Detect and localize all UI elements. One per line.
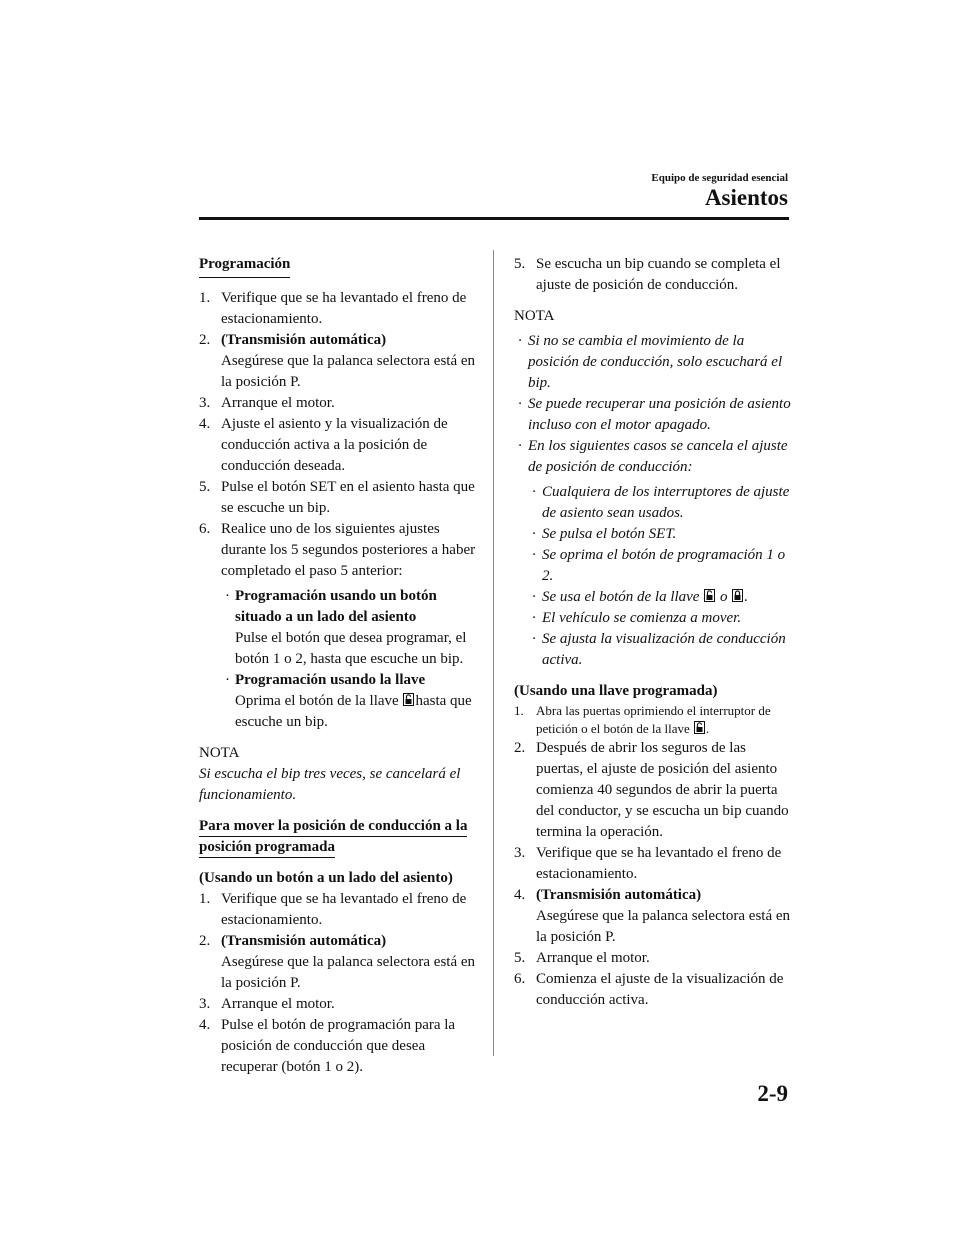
step-number: 3. [514,845,526,861]
lock-icon [732,589,743,602]
step-number: 1. [514,703,524,718]
bullet-icon: · [225,672,230,688]
right-column [514,254,794,1011]
list-item [199,519,479,733]
step-number: 6. [199,521,211,537]
list-item [221,586,479,670]
step-heading: (Transmisión automática) [221,332,387,348]
list-item [199,393,479,414]
list-item [514,948,794,969]
bullet-icon: · [532,526,536,542]
list-item [199,931,479,994]
note-text: Se puede recuperar una posición de asiento incluso con el motor apagado. [528,396,791,433]
cancel-cases [528,482,794,671]
section-title-move: Para mover la posición de conducción a la posición programada [199,818,467,858]
bullet-icon: · [532,547,536,563]
list-item [528,608,794,629]
unlock-icon [403,693,414,706]
note-text: Si escucha el bip tres veces, se cancelará el funcionamiento. [199,766,461,803]
step-text: Pulse el botón de programación para la posición de conducción que desea recuperar (botón 1 o 2). [221,1017,456,1075]
case-text: El vehículo se comienza a mover. [542,610,742,626]
list-item [514,394,794,436]
step-text: Asegúrese que la palanca selectora está en la posición P. [221,353,476,390]
list-item [221,670,479,733]
step-text: Arranque el motor. [221,996,335,1012]
list-item [514,885,794,948]
list-item [199,288,479,330]
list-item [528,587,794,608]
bullet-icon: · [518,438,522,454]
step-number: 2. [199,332,211,348]
case-text: . [744,589,748,605]
step-text: Verifique que se ha levantado el freno de estacionamiento. [536,845,782,882]
move-steps [199,889,479,1078]
step-text: Pulse el botón SET en el asiento hasta que se escuche un bip. [221,479,475,516]
step-text: Ajuste el asiento y la visualización de conducción activa a la posición de conducción deseada. [221,416,448,474]
step-number: 3. [199,996,211,1012]
programming-options [221,586,479,733]
option-heading: Programación usando la llave [235,672,426,688]
header-rule [199,217,789,220]
list-item [199,1015,479,1078]
list-item [528,545,794,587]
bullet-icon: · [518,396,522,412]
case-text: Se oprima el botón de programación 1 o 2. [542,547,786,584]
step-number: 4. [199,1017,211,1033]
step-number: 2. [199,933,211,949]
case-text: o [716,589,732,605]
note-label: NOTA [514,308,555,324]
list-item [199,414,479,477]
step-number: 6. [514,971,526,987]
option-text: hasta que escuche un bip. [235,693,472,730]
case-text: Se ajusta la visualización de conducción activa. [542,631,786,668]
step-text: . [706,721,710,736]
step-text: Verifique que se ha levantado el freno de estacionamiento. [221,290,467,327]
subheading-seat-button: (Usando un botón a un lado del asiento) [199,870,453,886]
list-item [514,843,794,885]
unlock-icon [694,721,705,734]
note-text: En los siguientes casos se cancela el ajuste de posición de conducción: [528,438,788,475]
list-item [199,477,479,519]
step-heading: (Transmisión automática) [536,887,702,903]
note-label: NOTA [199,745,240,761]
list-item [528,524,794,545]
step-number: 1. [199,290,211,306]
note-list [514,331,794,671]
step-text: Se escucha un bip cuando se completa el ajuste de posición de conducción. [536,256,781,293]
list-item [199,330,479,393]
list-item [199,994,479,1015]
step-text: Realice uno de los siguientes ajustes durante los 5 segundos posteriores a haber completado el paso 5 anterior: [221,521,476,579]
list-item [514,738,794,843]
header-section: Equipo de seguridad esencial [651,172,788,184]
step-number: 3. [199,395,211,411]
step-number: 4. [199,416,211,432]
list-item [514,436,794,671]
option-text: Pulse el botón que desea programar, el botón 1 o 2, hasta que escuche un bip. [235,630,467,667]
list-item [528,482,794,524]
bullet-icon: · [532,631,536,647]
programming-steps [199,288,479,733]
option-heading: Programación usando un botón situado a un lado del asiento [235,588,437,625]
step-number: 5. [514,256,526,272]
bullet-icon: · [532,484,536,500]
move-steps-continued [514,254,794,296]
list-item [514,254,794,296]
bullet-icon: · [532,589,536,605]
step-number: 1. [199,891,211,907]
case-text: Se pulsa el botón SET. [542,526,677,542]
step-heading: (Transmisión automática) [221,933,387,949]
page-number: 2-9 [757,1081,788,1106]
list-item [199,889,479,931]
step-text: Después de abrir los seguros de las puertas, el ajuste de posición del asiento comienza 40 segundos de abrir la puerta del conductor, y se escucha un bip cuando termina la operación. [536,740,789,840]
step-number: 5. [514,950,526,966]
section-title-programming: Programación [199,254,290,278]
bullet-icon: · [225,588,230,604]
step-text: Abra las puertas oprimiendo el interruptor de petición o el botón de la llave [536,703,771,736]
note-text: Si no se cambia el movimiento de la posición de conducción, solo escuchará el bip. [528,333,783,391]
step-text: Arranque el motor. [536,950,650,966]
step-text: Asegúrese que la palanca selectora está en la posición P. [536,908,791,945]
unlock-icon [704,589,715,602]
case-text: Se usa el botón de la llave [542,589,704,605]
list-item [514,331,794,394]
bullet-icon: · [532,610,536,626]
case-text: Cualquiera de los interruptores de ajuste de asiento sean usados. [542,484,790,521]
step-number: 2. [514,740,526,756]
list-item [514,969,794,1011]
left-column [199,254,479,1078]
step-number: 5. [199,479,211,495]
option-text: Oprima el botón de la llave [235,693,403,709]
list-item [514,702,794,738]
step-text: Asegúrese que la palanca selectora está en la posición P. [221,954,476,991]
step-text: Arranque el motor. [221,395,335,411]
list-item [528,629,794,671]
column-divider [493,250,494,1056]
step-number: 4. [514,887,526,903]
subheading-key: (Usando una llave programada) [514,683,718,699]
step-text: Comienza el ajuste de la visualización de conducción activa. [536,971,784,1008]
key-steps [514,702,794,1011]
page-title: Asientos [704,185,788,210]
bullet-icon: · [518,333,522,349]
step-text: Verifique que se ha levantado el freno de estacionamiento. [221,891,467,928]
